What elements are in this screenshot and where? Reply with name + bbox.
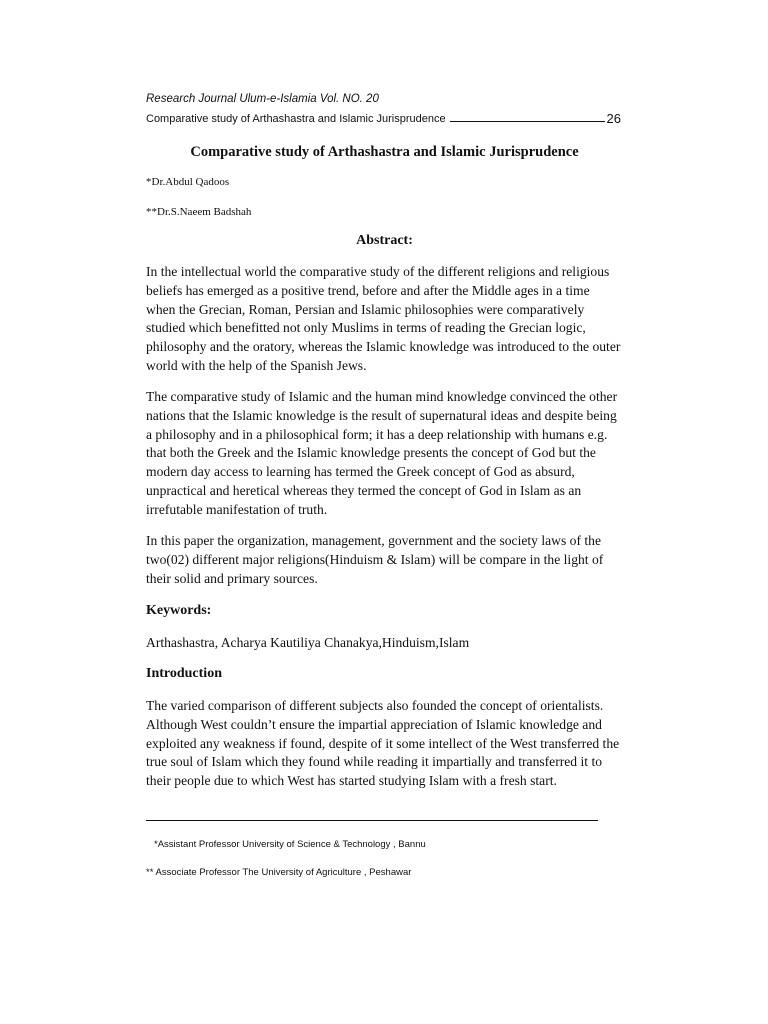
keywords-list: Arthashastra, Acharya Kautiliya Chanakya,Hinduism,Islam [146, 635, 470, 650]
keywords-heading: Keywords: [146, 603, 212, 618]
abstract-heading: Abstract: [356, 233, 413, 248]
footnote-divider [146, 820, 598, 821]
footnote-2: ** Associate Professor The University of Agriculture , Peshawar [146, 867, 412, 878]
introduction-paragraph: The varied comparison of different subjects also founded the concept of orientalists. Although West couldn’t ensure the impartial appreciation of Islamic knowledge and exploited any weakness if found, despite of it some intellect of the West transferred the true soul of Islam which they found while reading it impartially and transferred it to their people due to which West has started studying Islam with a fresh start. [146, 698, 620, 789]
journal-name: Research Journal Ulum-e-Islamia Vol. NO. 20 [146, 93, 379, 105]
page-number: 26 [606, 111, 621, 126]
header-rule [450, 120, 605, 122]
author-1: *Dr.Abdul Qadoos [146, 176, 230, 188]
introduction-heading: Introduction [146, 666, 222, 681]
author-2: **Dr.S.Naeem Badshah [146, 206, 252, 218]
footnote-1: *Assistant Professor University of Science & Technology , Bannu [154, 839, 426, 850]
abstract-paragraph-2: The comparative study of Islamic and the human mind knowledge convinced the other nations that the Islamic knowledge is the result of supernatural ideas and despite being a philosophy and in a philosophical form; it has a deep relationship with humans e.g. that both the Greek and the Islamic knowledge presents the concept of God but the modern day access to learning has termed the Greek concept of God as absurd, unpractical and heretical whereas they termed the concept of God in Islam as an irrefutable manifestation of truth. [146, 389, 618, 517]
abstract-paragraph-3: In this paper the organization, management, government and the society laws of the two(02) different major religions(Hinduism & Islam) will be compare in the light of their solid and primary sources. [146, 533, 604, 586]
running-header [146, 112, 621, 125]
abstract-paragraph-1: In the intellectual world the comparative study of the different religions and religious beliefs has emerged as a positive trend, before and after the Middle ages in a time when the Grecian, Roman, Persian and Islamic philosophies were comparatively studied which benefitted not only Muslims in terms of reading the Grecian logic, philosophy and the oratory, whereas the Islamic knowledge was introduced to the outer world with the help of the Spanish Jews. [146, 264, 621, 373]
running-title: Comparative study of Arthashastra and Islamic Jurisprudence [146, 113, 446, 125]
article-title: Comparative study of Arthashastra and Islamic Jurisprudence [190, 144, 579, 160]
